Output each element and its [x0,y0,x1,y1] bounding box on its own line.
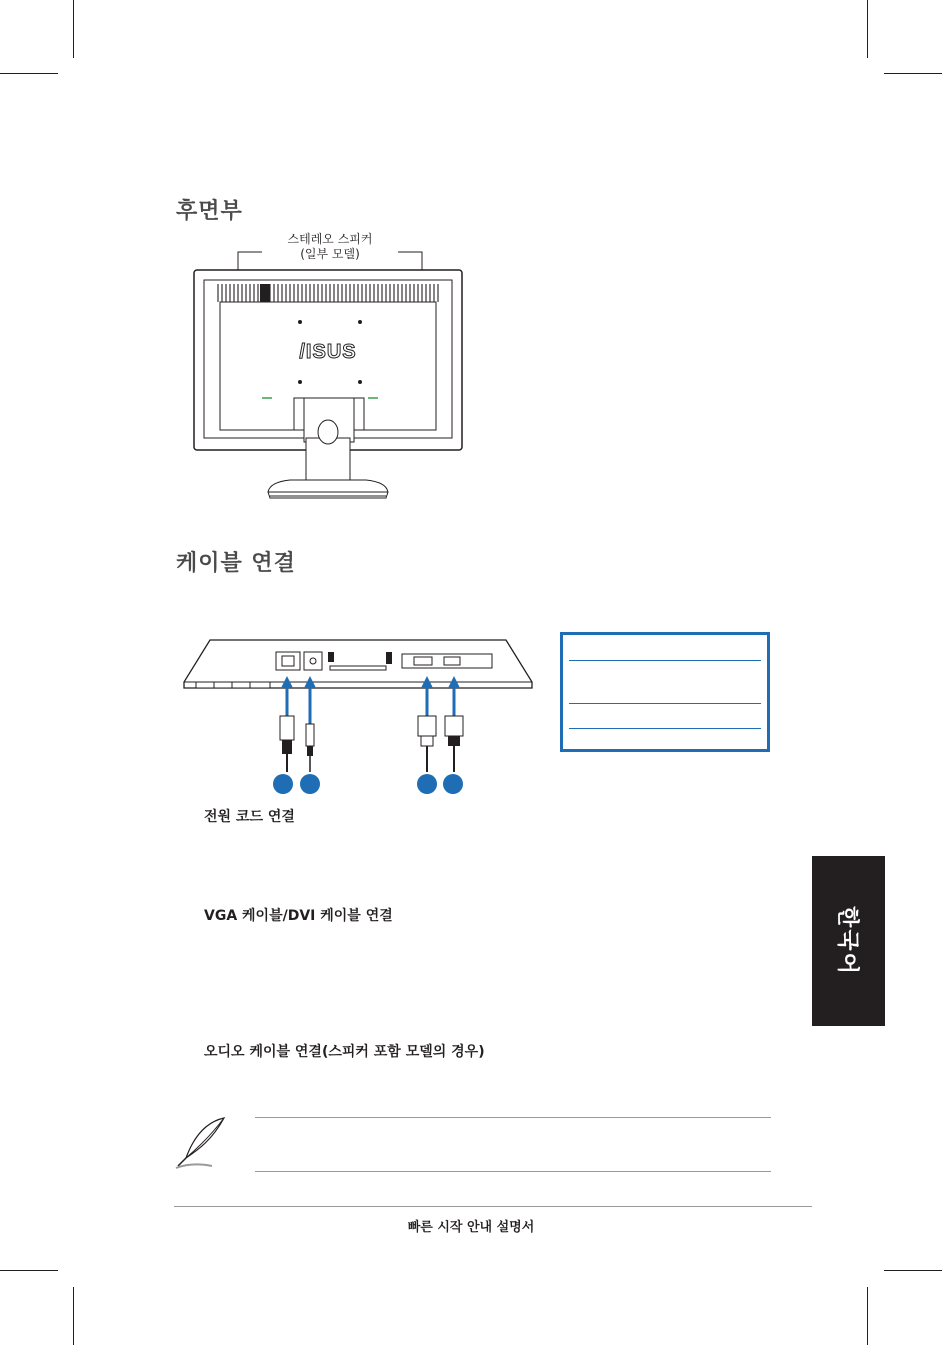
section-title-cables: 케이블 연결 [176,551,296,576]
crop-mark [884,1270,942,1271]
step-power-cord: 전원 코드 연결 [204,809,295,825]
speaker-callout-line-2: (일부 모델) [300,247,360,261]
language-side-tab [812,856,885,1026]
section-title-rear: 후면부 [176,199,243,224]
step-audio-cable: 오디오 케이블 연결(스피커 포함 모델의 경우) [204,1044,485,1060]
crop-mark [0,1270,58,1271]
feather-note-icon [172,1112,232,1172]
crop-mark [73,0,74,58]
cable-connection-illustration [180,632,540,797]
cable-legend-box [560,632,770,752]
step-vga-dvi-cable: VGA 케이블/DVI 케이블 연결 [204,908,393,924]
note-rule-top [255,1117,771,1118]
note-rule-bottom [255,1171,771,1172]
legend-divider [569,660,761,661]
legend-divider [569,703,761,704]
legend-divider [569,728,761,729]
language-side-tab-label: 한국어 [834,906,859,976]
crop-mark [867,0,868,58]
footer-title: 빠른 시작 안내 설명서 [407,1220,535,1235]
speaker-callout-line-1: 스테레오 스피커 [287,232,373,246]
brand-logo-text: /ISUS [299,341,357,363]
monitor-rear-illustration [190,240,470,510]
crop-mark [73,1287,74,1345]
crop-mark [0,73,58,74]
crop-mark [867,1287,868,1345]
crop-mark [884,73,942,74]
footer-rule [174,1206,812,1207]
